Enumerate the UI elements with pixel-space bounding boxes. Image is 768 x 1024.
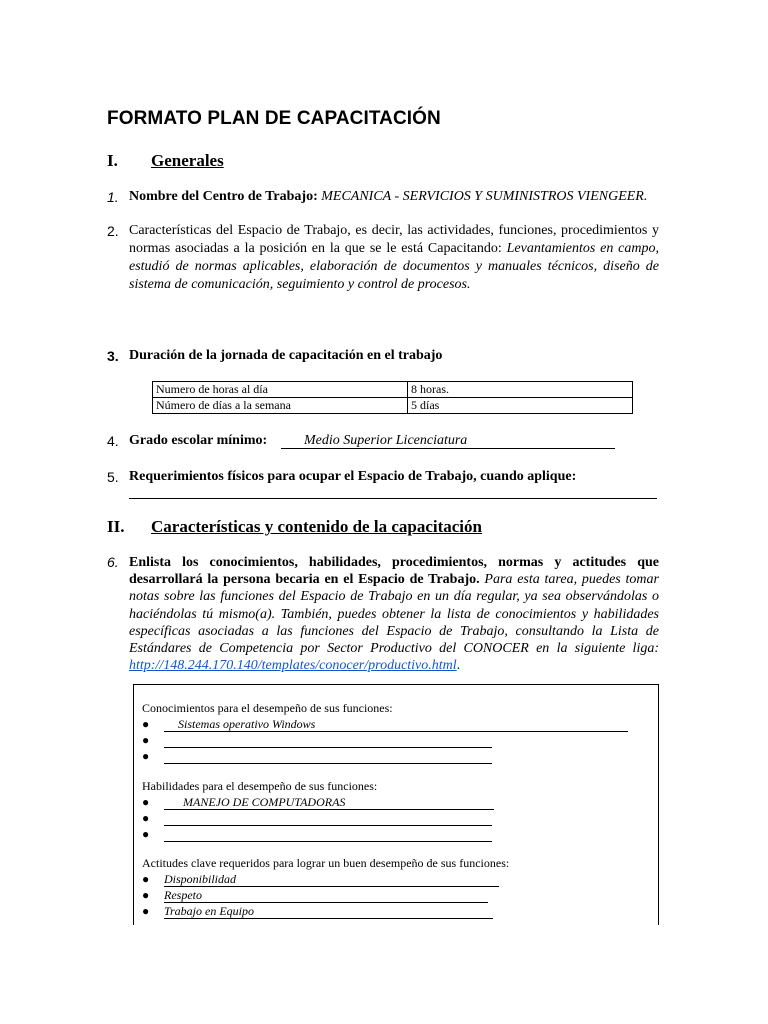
- item-label: Requerimientos físicos para ocupar el Espacio de Trabajo, cuando aplique:: [129, 469, 577, 484]
- bullet-icon: ●: [142, 827, 150, 841]
- item-number: 1.: [107, 189, 119, 205]
- bullet-icon: ●: [142, 904, 150, 918]
- item-text: Características del Espacio de Trabajo, es decir, las actividades, funciones, procedimientos y normas asociadas a la posición en la que se le está Capacitando:: [129, 223, 659, 256]
- item-number: 3.: [107, 348, 119, 364]
- item-number: 4.: [107, 433, 119, 449]
- table-cell-label: Número de días a la semana: [153, 398, 408, 414]
- bullet-icon: ●: [142, 795, 150, 809]
- page-title: FORMATO PLAN DE CAPACITACIÓN: [107, 108, 441, 129]
- table-row: [153, 398, 633, 414]
- item-value: Levantamientos en campo, estudió de normas aplicables, elaboración de documentos y manuales técnicos, diseño de sistema de comunicación, seguimiento y control de procesos.: [129, 241, 659, 292]
- item-number: 2.: [107, 223, 119, 239]
- bullet-icon: ●: [142, 811, 150, 825]
- skills-heading: Habilidades para el desempeño de sus funciones:: [142, 779, 378, 793]
- conocer-link[interactable]: http://148.244.170.140/templates/conocer/productivo.html: [129, 658, 457, 674]
- attitude-value: Trabajo en Equipo: [164, 904, 255, 918]
- item-value: Medio Superior Licenciatura: [304, 433, 468, 448]
- item-label: Grado escolar mínimo:: [129, 433, 268, 448]
- section-heading: Características y contenido de la capacitación: [151, 517, 482, 536]
- requerimientos-answer-line: [129, 483, 657, 499]
- item-label: Nombre del Centro de Trabajo:: [129, 189, 318, 204]
- section-heading: Generales: [151, 151, 224, 170]
- table-cell-label: Numero de horas al día: [153, 382, 408, 398]
- attitude-value: Respeto: [164, 888, 202, 902]
- answer-underline: [164, 841, 492, 842]
- item-number: 5.: [107, 469, 119, 485]
- link-suffix: .: [456, 658, 461, 674]
- table-cell-value: 8 horas.: [408, 382, 633, 398]
- skills-value: MANEJO DE COMPUTADORAS: [183, 795, 346, 809]
- attitude-value: Disponibilidad: [164, 872, 237, 886]
- table-cell-value: 5 días: [408, 398, 633, 414]
- bullet-icon: ●: [142, 733, 150, 747]
- competencias-box: [133, 684, 659, 925]
- bullet-icon: ●: [142, 888, 150, 902]
- item-number: 6.: [107, 554, 119, 570]
- answer-underline: [164, 825, 492, 826]
- answer-underline: [164, 763, 492, 764]
- answer-underline: [164, 902, 488, 903]
- hours-table: [152, 381, 633, 414]
- table-row: [153, 382, 633, 398]
- bullet-icon: ●: [142, 749, 150, 763]
- answer-underline: [164, 747, 492, 748]
- item-italic-text: Para esta tarea, puedes tomar notas sobre las funciones del Espacio de Trabajo en un día regular, ya sea observándolas o haciéndolas tú mismo(a). También, puedes obtener la lista de conocimientos y habilidades específicas asociadas a las funciones del Espacio de Trabajo, consultando la Lista de Estándares de Competencia por Sector Productivo del CONOCER en la siguiente liga:: [129, 572, 659, 657]
- bullet-icon: ●: [142, 872, 150, 886]
- item-value: MECANICA - SERVICIOS Y SUMINISTROS VIENGEER.: [321, 189, 648, 204]
- item-bold-text: Enlista los conocimientos, habilidades, procedimientos, normas y actitudes que desarrollará la persona becaria en el Espacio de Trabajo.: [129, 555, 659, 588]
- section-number: I.: [107, 151, 118, 170]
- knowledge-value: Sistemas operativo Windows: [178, 717, 316, 731]
- attitudes-heading: Actitudes clave requeridos para lograr un buen desempeño de sus funciones:: [142, 856, 510, 870]
- knowledge-heading: Conocimientos para el desempeño de sus funciones:: [142, 701, 393, 715]
- item-label: Duración de la jornada de capacitación en el trabajo: [129, 348, 443, 363]
- bullet-icon: ●: [142, 717, 150, 731]
- section-number: II.: [107, 517, 125, 536]
